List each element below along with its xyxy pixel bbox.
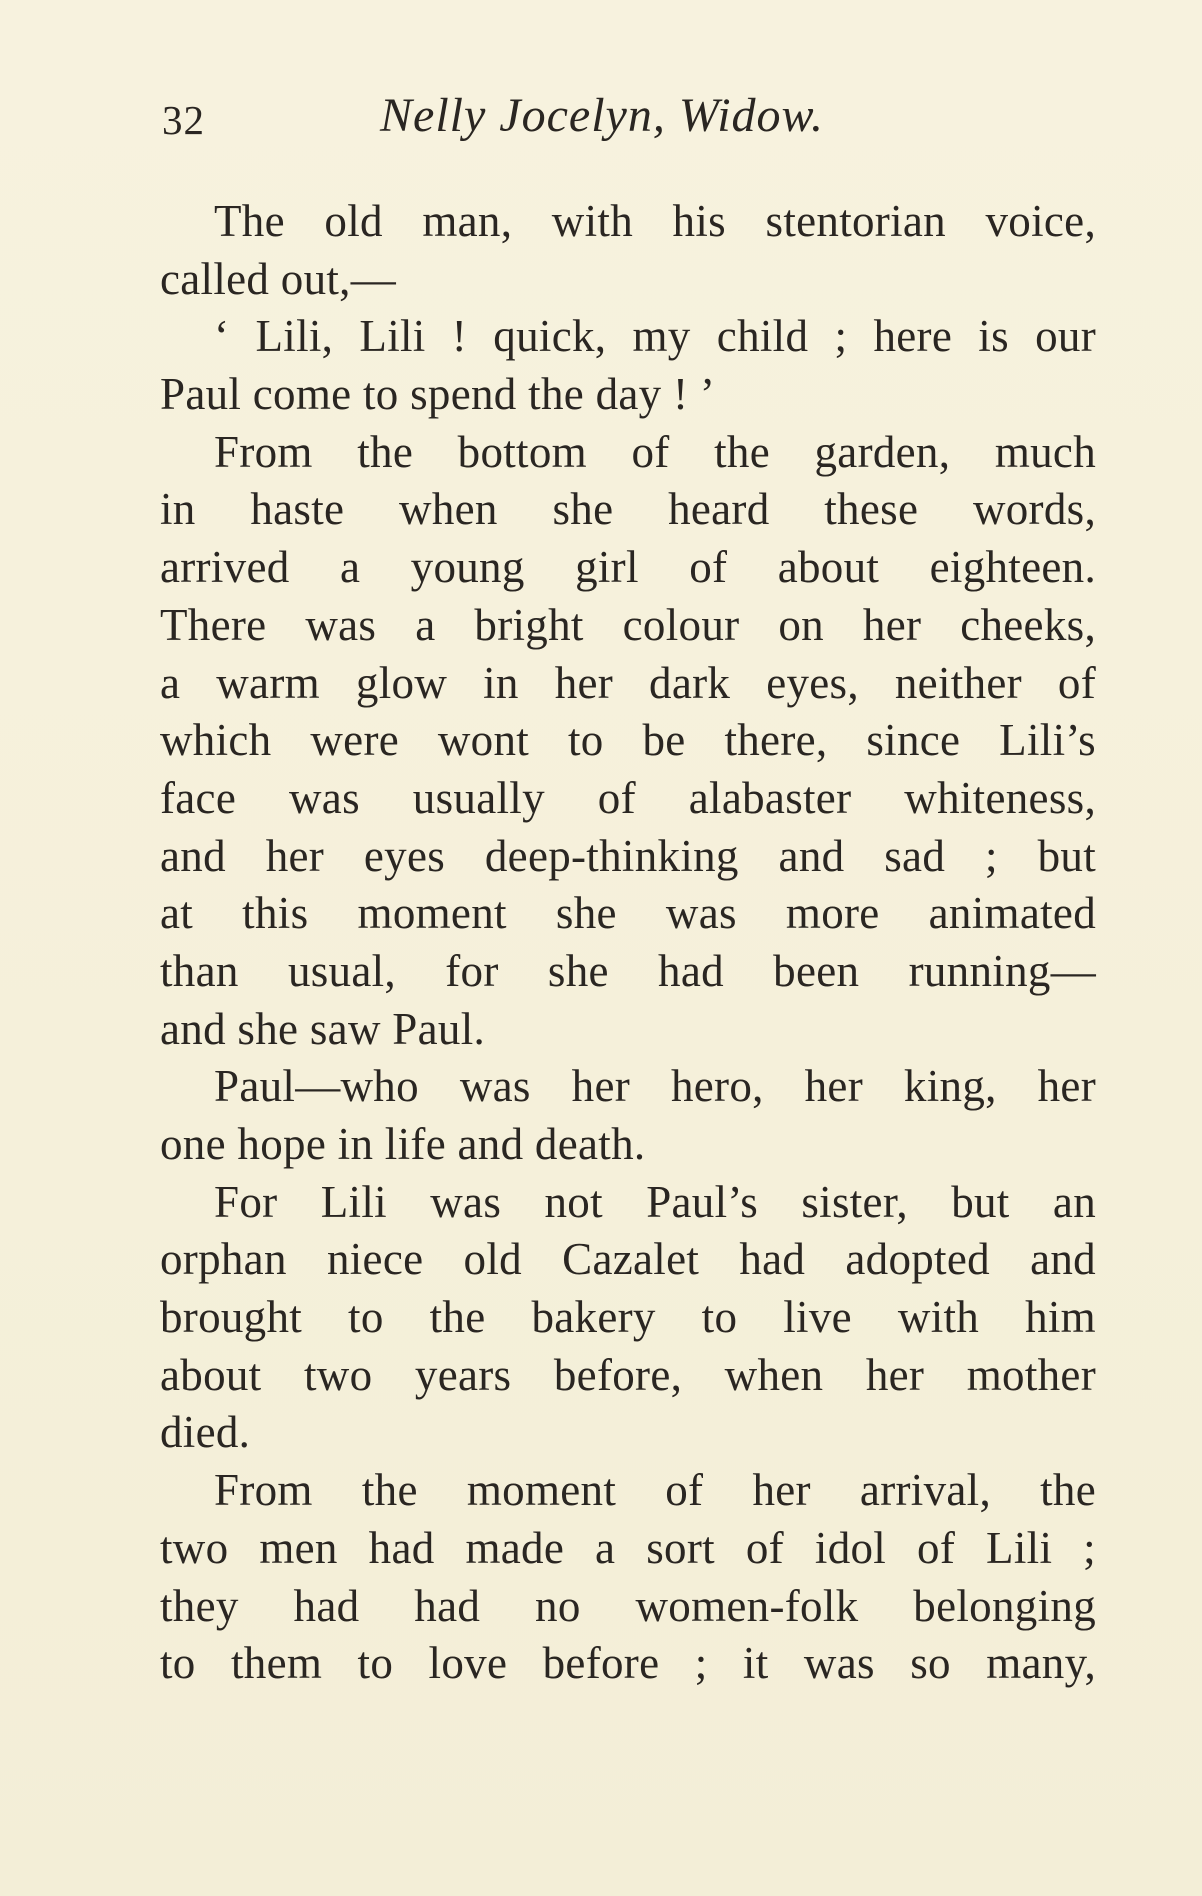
text-line: and her eyes deep-thinking and sad ; but bbox=[160, 830, 1096, 881]
text-line: and she saw Paul. bbox=[160, 1003, 486, 1054]
text-line: called out,— bbox=[160, 253, 397, 304]
text-line: Paul come to spend the day ! ’ bbox=[160, 369, 716, 420]
body-text bbox=[160, 193, 1096, 1693]
text-line: brought to the bakery to live with him bbox=[160, 1292, 1096, 1343]
running-title: Nelly Jocelyn, Widow. bbox=[380, 89, 824, 142]
text-line: From the moment of her arrival, the bbox=[214, 1465, 1096, 1516]
text-line: The old man, with his stentorian voice, bbox=[214, 196, 1096, 246]
text-line: two men had made a sort of idol of Lili ; bbox=[160, 1522, 1096, 1573]
text-line: at this moment she was more animated bbox=[160, 888, 1096, 939]
text-line: they had had no women-folk belonging bbox=[160, 1580, 1096, 1631]
text-line: For Lili was not Paul’s sister, but an bbox=[214, 1176, 1096, 1227]
text-line: in haste when she heard these words, bbox=[160, 484, 1096, 535]
text-line: a warm glow in her dark eyes, neither of bbox=[160, 657, 1096, 708]
text-line: arrived a young girl of about eighteen. bbox=[160, 542, 1096, 593]
text-line: face was usually of alabaster whiteness, bbox=[160, 772, 1096, 823]
text-line: There was a bright colour on her cheeks, bbox=[160, 599, 1096, 650]
text-line: about two years before, when her mother bbox=[160, 1349, 1096, 1400]
text-line: than usual, for she had been running— bbox=[160, 945, 1096, 996]
page-header bbox=[162, 88, 1092, 148]
text-line: Paul—who was her hero, her king, her bbox=[214, 1061, 1096, 1112]
text-line: died. bbox=[160, 1407, 251, 1458]
text-line: to them to love before ; it was so many, bbox=[160, 1638, 1096, 1689]
page-number: 32 bbox=[162, 97, 205, 143]
text-line: orphan niece old Cazalet had adopted and bbox=[160, 1234, 1096, 1285]
text-line: From the bottom of the garden, much bbox=[214, 426, 1096, 477]
text-line: which were wont to be there, since Lili’s bbox=[160, 715, 1096, 766]
text-line: one hope in life and death. bbox=[160, 1119, 646, 1169]
text-line: ‘ Lili, Lili ! quick, my child ; here is our bbox=[214, 311, 1096, 362]
